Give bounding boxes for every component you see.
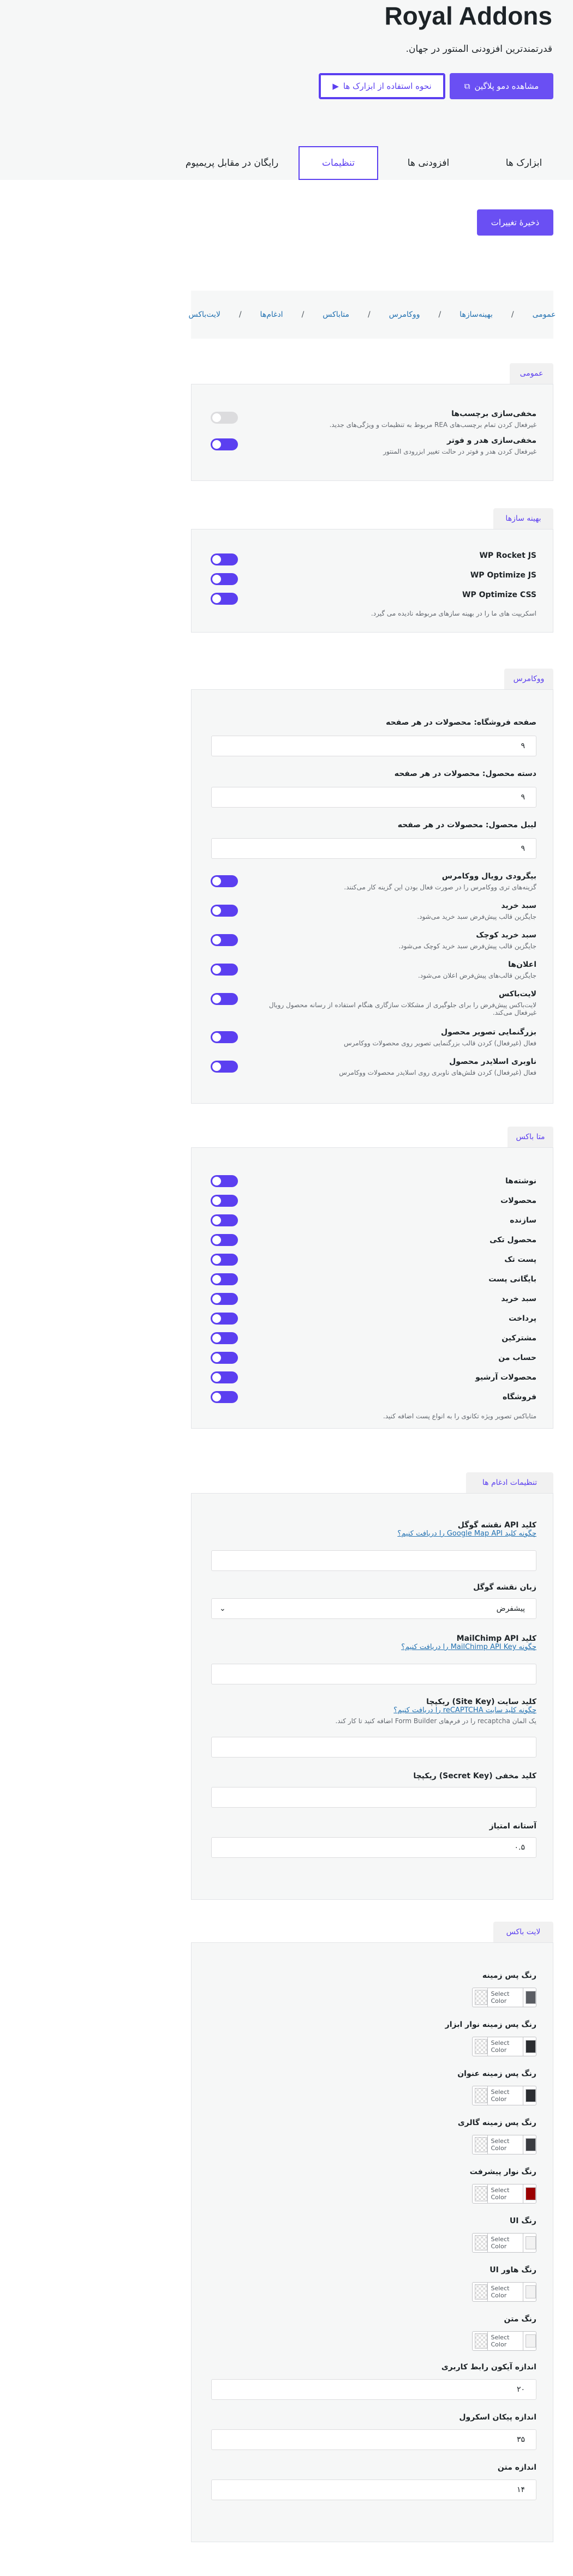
color-preview [526, 2285, 536, 2298]
metabox-label: محصولات آرشیو [475, 1373, 536, 1382]
woo-toggle-desc: جایگزین قالب پیش‌فرض سبد خرید کوچک می‌شود. [398, 942, 536, 950]
mailchimp-api-input[interactable] [211, 1664, 536, 1684]
tab-addons[interactable]: افزودنی ها [407, 158, 450, 168]
metabox-row [208, 1330, 536, 1346]
color-preview [526, 2040, 536, 2053]
woo-toggle-label: لایت‌باکس [499, 990, 536, 998]
howto-button[interactable] [319, 73, 445, 99]
general-row [208, 410, 536, 429]
metabox-row [208, 1389, 536, 1405]
metabox-note-row [208, 1410, 536, 1420]
integrations-section [191, 1493, 553, 1900]
metabox-row [208, 1350, 536, 1366]
recaptcha-secret-key-input[interactable] [211, 1787, 536, 1808]
woo-toggle-desc: لایت‌باکس پیش‌فرض را برای جلوگیری از مشکلات سازگاری هنگام استفاده از رسانه محصول رویال غیرفعال می‌کند. [268, 1001, 536, 1016]
lightbox-section-tab: لایت باکس [493, 1922, 553, 1942]
lightbox-color-row [208, 2217, 536, 2225]
lightbox-color-label: رنگ متن [504, 2315, 536, 2324]
woo-toggle-label: سبد خرید کوچک [476, 931, 536, 940]
color-picker[interactable] [472, 2233, 536, 2253]
metabox-row [208, 1212, 536, 1229]
woo-toggle-label: اعلان‌ها [508, 960, 536, 969]
gmap-label-row [208, 1521, 536, 1538]
select-color-label: Select Color [487, 2332, 523, 2350]
select-color-label: Select Color [487, 2234, 523, 2252]
woo-toggle-label: بیگرودی رویال ووکامرس [441, 872, 536, 881]
metabox-label: سازنده [510, 1216, 536, 1225]
nav-link-general[interactable]: عمومی [532, 310, 556, 319]
woocommerce-section [191, 689, 553, 1104]
metabox-row [208, 1291, 536, 1307]
toggle-metabox-post-archive[interactable] [211, 1273, 238, 1285]
optimizer-label: WP Rocket JS [479, 551, 536, 560]
select-color-label: Select Color [487, 2037, 523, 2056]
toggle-wp-optimize-js[interactable] [211, 573, 238, 585]
map-language-select[interactable] [211, 1598, 536, 1619]
gmap-help-link[interactable]: چگونه کلید Google Map API را دریافت کنیم؟ [397, 1530, 536, 1538]
brand-title: Royal Addons [384, 2, 552, 30]
recaptcha-site-label: کلید سایت (Site Key) ریکپچا [426, 1698, 536, 1706]
color-picker[interactable] [472, 2037, 536, 2056]
nav-link-metabox[interactable]: متاباکس [323, 310, 349, 319]
gmap-api-input[interactable] [211, 1550, 536, 1571]
woo-toggle-row [208, 990, 536, 1016]
color-picker[interactable] [472, 2331, 536, 2351]
tab-free-vs-premium[interactable]: رایگان در مقابل پریمیوم [185, 158, 279, 168]
nav-link-woocommerce[interactable]: ووکامرس [389, 310, 420, 319]
lightbox-color-row [208, 1971, 536, 1980]
toggle-metabox-builder[interactable] [211, 1214, 238, 1226]
toggle-metabox-products[interactable] [211, 1195, 238, 1207]
metabox-label: مشترکین [502, 1334, 536, 1343]
toggle-wp-optimize-css[interactable] [211, 593, 238, 605]
woo-toggle-row [208, 1057, 536, 1076]
color-picker[interactable] [472, 2086, 536, 2105]
transparent-icon[interactable] [475, 2235, 487, 2250]
general-desc: غیرفعال کردن تمام برچسب‌های REA مربوط به تنظیمات و ویژگی‌های جدید. [329, 421, 536, 429]
lightbox-number-label: اندازه آیکون رابط کاربری [441, 2363, 536, 2372]
section-nav [188, 291, 556, 339]
select-color-label: Select Color [487, 1988, 523, 2007]
lightbox-color-label: رنگ پس زمینه نوار ابزار [445, 2020, 536, 2029]
color-preview [526, 2138, 536, 2151]
color-preview [526, 1991, 536, 2004]
nav-link-integrations[interactable]: ادغام‌ها [260, 310, 283, 319]
lightbox-number-input[interactable]: ۳۵ [211, 2429, 536, 2450]
optimizer-note-row [208, 607, 536, 617]
tab-settings[interactable]: تنظیمات [299, 146, 378, 180]
demo-button[interactable] [450, 73, 553, 99]
toggle-lightbox[interactable] [211, 993, 238, 1005]
gmap-label: کلید API نقشه گوگل [457, 1521, 536, 1530]
woocommerce-section-tab: ووکامرس [504, 669, 553, 689]
lightbox-number-label: اندازه پیکان اسکرول [459, 2413, 536, 2422]
recaptcha-help-link[interactable]: چگونه کلید سایت reCAPTCHA را دریافت کنیم؟ [393, 1706, 536, 1714]
save-button[interactable]: ذخیرهٔ تغییرات [477, 209, 553, 236]
lang-label: زبان نقشه گوگل [473, 1583, 536, 1592]
select-color-label: Select Color [487, 2184, 523, 2203]
lightbox-color-label: رنگ پس زمینه عنوان [457, 2069, 536, 2078]
lightbox-section [191, 1942, 553, 2542]
woo-field-label-row [208, 821, 536, 829]
woo-toggle-label: سبد خرید [501, 901, 536, 910]
nav-separator: / [367, 310, 371, 319]
lang-label-row [208, 1583, 536, 1592]
lightbox-color-label: رنگ نوار پیشرفت [469, 2168, 536, 2176]
toggle-metabox-cart[interactable] [211, 1293, 238, 1305]
shop-per-page-input[interactable]: ۹ [211, 736, 536, 756]
metabox-row [208, 1193, 536, 1209]
toggle-hide-header-footer[interactable] [211, 438, 238, 450]
metabox-section [191, 1147, 553, 1429]
select-color-label: Select Color [487, 2086, 523, 2105]
transparent-icon[interactable] [475, 2137, 487, 2152]
metabox-section-tab: متا باکس [508, 1127, 553, 1147]
recaptcha-site-label-row [208, 1698, 536, 1725]
metabox-label: پست تک [504, 1255, 536, 1264]
category-per-page-input[interactable]: ۹ [211, 787, 536, 808]
select-color-label: Select Color [487, 2135, 523, 2154]
lightbox-color-label: رنگ پس زمینه گالری [457, 2118, 536, 2127]
metabox-label: نوشته‌ها [505, 1177, 536, 1185]
color-picker[interactable] [472, 2184, 536, 2204]
lightbox-color-row [208, 2266, 536, 2274]
metabox-label: فروشگاه [502, 1393, 536, 1401]
metabox-row [208, 1271, 536, 1287]
optimizers-section-tab: بهینه سازها [493, 508, 553, 529]
demo-button-label: مشاهده دمو پلاگین [474, 81, 539, 91]
video-icon: ▶ [332, 81, 339, 91]
recaptcha-secret-label: کلید مخفی (Secret Key) ریکپچا [413, 1772, 536, 1780]
transparent-icon[interactable] [475, 2039, 487, 2054]
nav-separator: / [238, 310, 242, 319]
lightbox-color-row [208, 2069, 536, 2078]
toggle-mini-cart[interactable] [211, 934, 238, 946]
tab-bar [0, 146, 573, 180]
woo-toggle-desc: فعال (غیرفعال) کردن قالب بزرگنمایی تصویر روی محصولات ووکامرس [343, 1039, 536, 1047]
woo-field-label: لیبل محصول: محصولات در هر صفحه [397, 821, 536, 829]
threshold-label: آستانه امتیاز [489, 1822, 536, 1831]
transparent-icon[interactable] [475, 2088, 487, 2103]
woo-toggle-desc: فعال (غیرفعال) کردن فلش‌های ناوبری روی اسلایدر محصولات ووکامرس [339, 1069, 536, 1076]
lightbox-number-row [208, 2413, 536, 2422]
toggle-cart[interactable] [211, 905, 238, 917]
lightbox-color-label: رنگ پس زمینه [482, 1971, 536, 1980]
howto-button-label: نحوه استفاده از ابزارک ها [343, 81, 432, 91]
toggle-slider-nav[interactable] [211, 1061, 238, 1073]
lightbox-number-input[interactable]: ۱۴ [211, 2479, 536, 2500]
woo-field-label-row [208, 718, 536, 727]
toggle-metabox-product-archive[interactable] [211, 1371, 238, 1383]
metabox-row [208, 1310, 536, 1327]
general-label: مخفی‌سازی هدر و فوتر [446, 436, 536, 445]
optimizer-row [208, 591, 536, 599]
optimizer-label: WP Optimize CSS [462, 591, 536, 599]
transparent-icon[interactable] [475, 2333, 487, 2349]
threshold-label-row [208, 1822, 536, 1831]
lightbox-color-label: رنگ هاور UI [490, 2266, 536, 2274]
color-preview [526, 2089, 536, 2102]
tag-per-page-input[interactable]: ۹ [211, 838, 536, 859]
nav-link-lightbox[interactable]: لایت‌باکس [188, 310, 220, 319]
recaptcha-secret-label-row [208, 1772, 536, 1780]
woo-field-label-row [208, 769, 536, 778]
metabox-label: پرداخت [509, 1314, 536, 1323]
recaptcha-site-key-input[interactable] [211, 1737, 536, 1758]
optimizer-row [208, 571, 536, 580]
transparent-icon[interactable] [475, 1990, 487, 2005]
nav-separator: / [301, 310, 305, 319]
metabox-label: بایگانی پست [488, 1275, 536, 1284]
metabox-label: محصولات [500, 1196, 536, 1205]
transparent-icon[interactable] [475, 2186, 487, 2201]
color-picker[interactable] [472, 2282, 536, 2302]
lightbox-color-row [208, 2315, 536, 2324]
woo-field-label: صفحه فروشگاه: محصولات در هر صفحه [386, 718, 536, 727]
woo-toggle-row [208, 960, 536, 979]
general-section-tab: عمومی [510, 363, 553, 384]
optimizer-label: WP Optimize JS [470, 571, 536, 580]
color-preview [526, 2187, 536, 2200]
woo-field-label: دسته محصول: محصولات در هر صفحه [394, 769, 536, 778]
header [0, 0, 573, 180]
metabox-label: سبد خرید [501, 1295, 536, 1303]
color-picker[interactable] [472, 2135, 536, 2154]
color-preview [526, 2236, 536, 2249]
lightbox-color-row [208, 2168, 536, 2176]
mailchimp-label-row [208, 1634, 536, 1651]
lightbox-number-input[interactable]: ۲۰ [211, 2379, 536, 2400]
general-row [208, 436, 536, 455]
woo-toggle-desc: جایگزین قالب‌های پیش‌فرض اعلان می‌شود. [417, 972, 536, 979]
metabox-note: متاباکس تصویر ویژه تکانوی را به انواع پست اضافه کنید. [383, 1412, 536, 1420]
optimizers-section [191, 529, 553, 633]
toggle-notices[interactable] [211, 964, 238, 976]
lightbox-number-label: اندازه متن [497, 2463, 536, 2472]
general-desc: غیرفعال کردن هدر و فوتر در حالت تغییر ابزرودی المنتور [383, 448, 536, 455]
toggle-metabox-subscribers[interactable] [211, 1332, 238, 1344]
toggle-hide-badges[interactable] [211, 412, 238, 424]
nav-separator: / [511, 310, 514, 319]
toggle-metabox-single-post[interactable] [211, 1254, 238, 1266]
woo-toggle-desc: جایگزین قالب پیش‌فرض سبد خرید می‌شود. [417, 913, 536, 920]
woo-toggle-row [208, 872, 536, 891]
toggle-image-zoom[interactable] [211, 1031, 238, 1043]
toggle-metabox-shop[interactable] [211, 1391, 238, 1403]
lightbox-number-row [208, 2363, 536, 2372]
optimizers-note: اسکریپت های ما را در بهینه سازهای مربوطه نادیده می گیرد. [371, 610, 536, 617]
lightbox-number-row [208, 2463, 536, 2472]
map-language-value: پیشفرض [496, 1604, 525, 1613]
toggle-royal-woocommerce[interactable] [211, 875, 238, 887]
chevron-down-icon: ⌄ [219, 1604, 226, 1613]
lightbox-color-row [208, 2118, 536, 2127]
toggle-metabox-posts[interactable] [211, 1175, 238, 1187]
score-threshold-input[interactable]: ۰.۵ [211, 1837, 536, 1858]
metabox-row [208, 1369, 536, 1386]
woo-toggle-label: ناوبری اسلایدر محصول [449, 1057, 536, 1066]
toggle-wp-rocket-js[interactable] [211, 553, 238, 565]
general-section [191, 384, 553, 481]
metabox-label: حساب من [498, 1353, 536, 1362]
woo-toggle-desc: گزینه‌های تری ووکامرس را در صورت فعال بودن این گزینه کار می‌کنند. [344, 883, 536, 891]
metabox-row [208, 1232, 536, 1248]
brand-subtitle: قدرتمندترین افزودنی المنتور در جهان. [405, 44, 552, 55]
tab-widgets[interactable]: ابزارک ها [505, 158, 542, 168]
recaptcha-site-desc: یک المان recaptcha را در فرم‌های Form Builder اضافه کنید تا کار کند. [335, 1717, 536, 1725]
lightbox-color-row [208, 2020, 536, 2029]
toggle-metabox-single-product[interactable] [211, 1234, 238, 1246]
integrations-section-tab: تنظیمات ادغام ها [466, 1472, 553, 1493]
select-color-label: Select Color [487, 2283, 523, 2301]
color-preview [526, 2334, 536, 2348]
woo-toggle-label: بزرگنمایی تصویر محصول [441, 1028, 536, 1037]
metabox-label: محصول تکی [490, 1236, 536, 1244]
mailchimp-label: کلید MailChimp API [456, 1634, 536, 1643]
lightbox-color-label: رنگ UI [509, 2217, 536, 2225]
optimizer-row [208, 551, 536, 560]
nav-separator: / [438, 310, 441, 319]
metabox-row [208, 1173, 536, 1189]
general-label: مخفی‌سازی برچسب‌ها [451, 410, 536, 418]
color-picker[interactable] [472, 1988, 536, 2007]
woo-toggle-row [208, 931, 536, 950]
woo-toggle-row [208, 1028, 536, 1047]
external-link-icon: ⧉ [464, 81, 470, 91]
woo-toggle-row [208, 901, 536, 920]
toggle-metabox-checkout[interactable] [211, 1313, 238, 1325]
metabox-row [208, 1251, 536, 1268]
mailchimp-help-link[interactable]: چگونه MailChimp API Key را دریافت کنیم؟ [401, 1643, 536, 1651]
transparent-icon[interactable] [475, 2284, 487, 2300]
nav-link-optimizers[interactable]: بهینه‌سازها [459, 310, 493, 319]
toggle-metabox-my-account[interactable] [211, 1352, 238, 1364]
